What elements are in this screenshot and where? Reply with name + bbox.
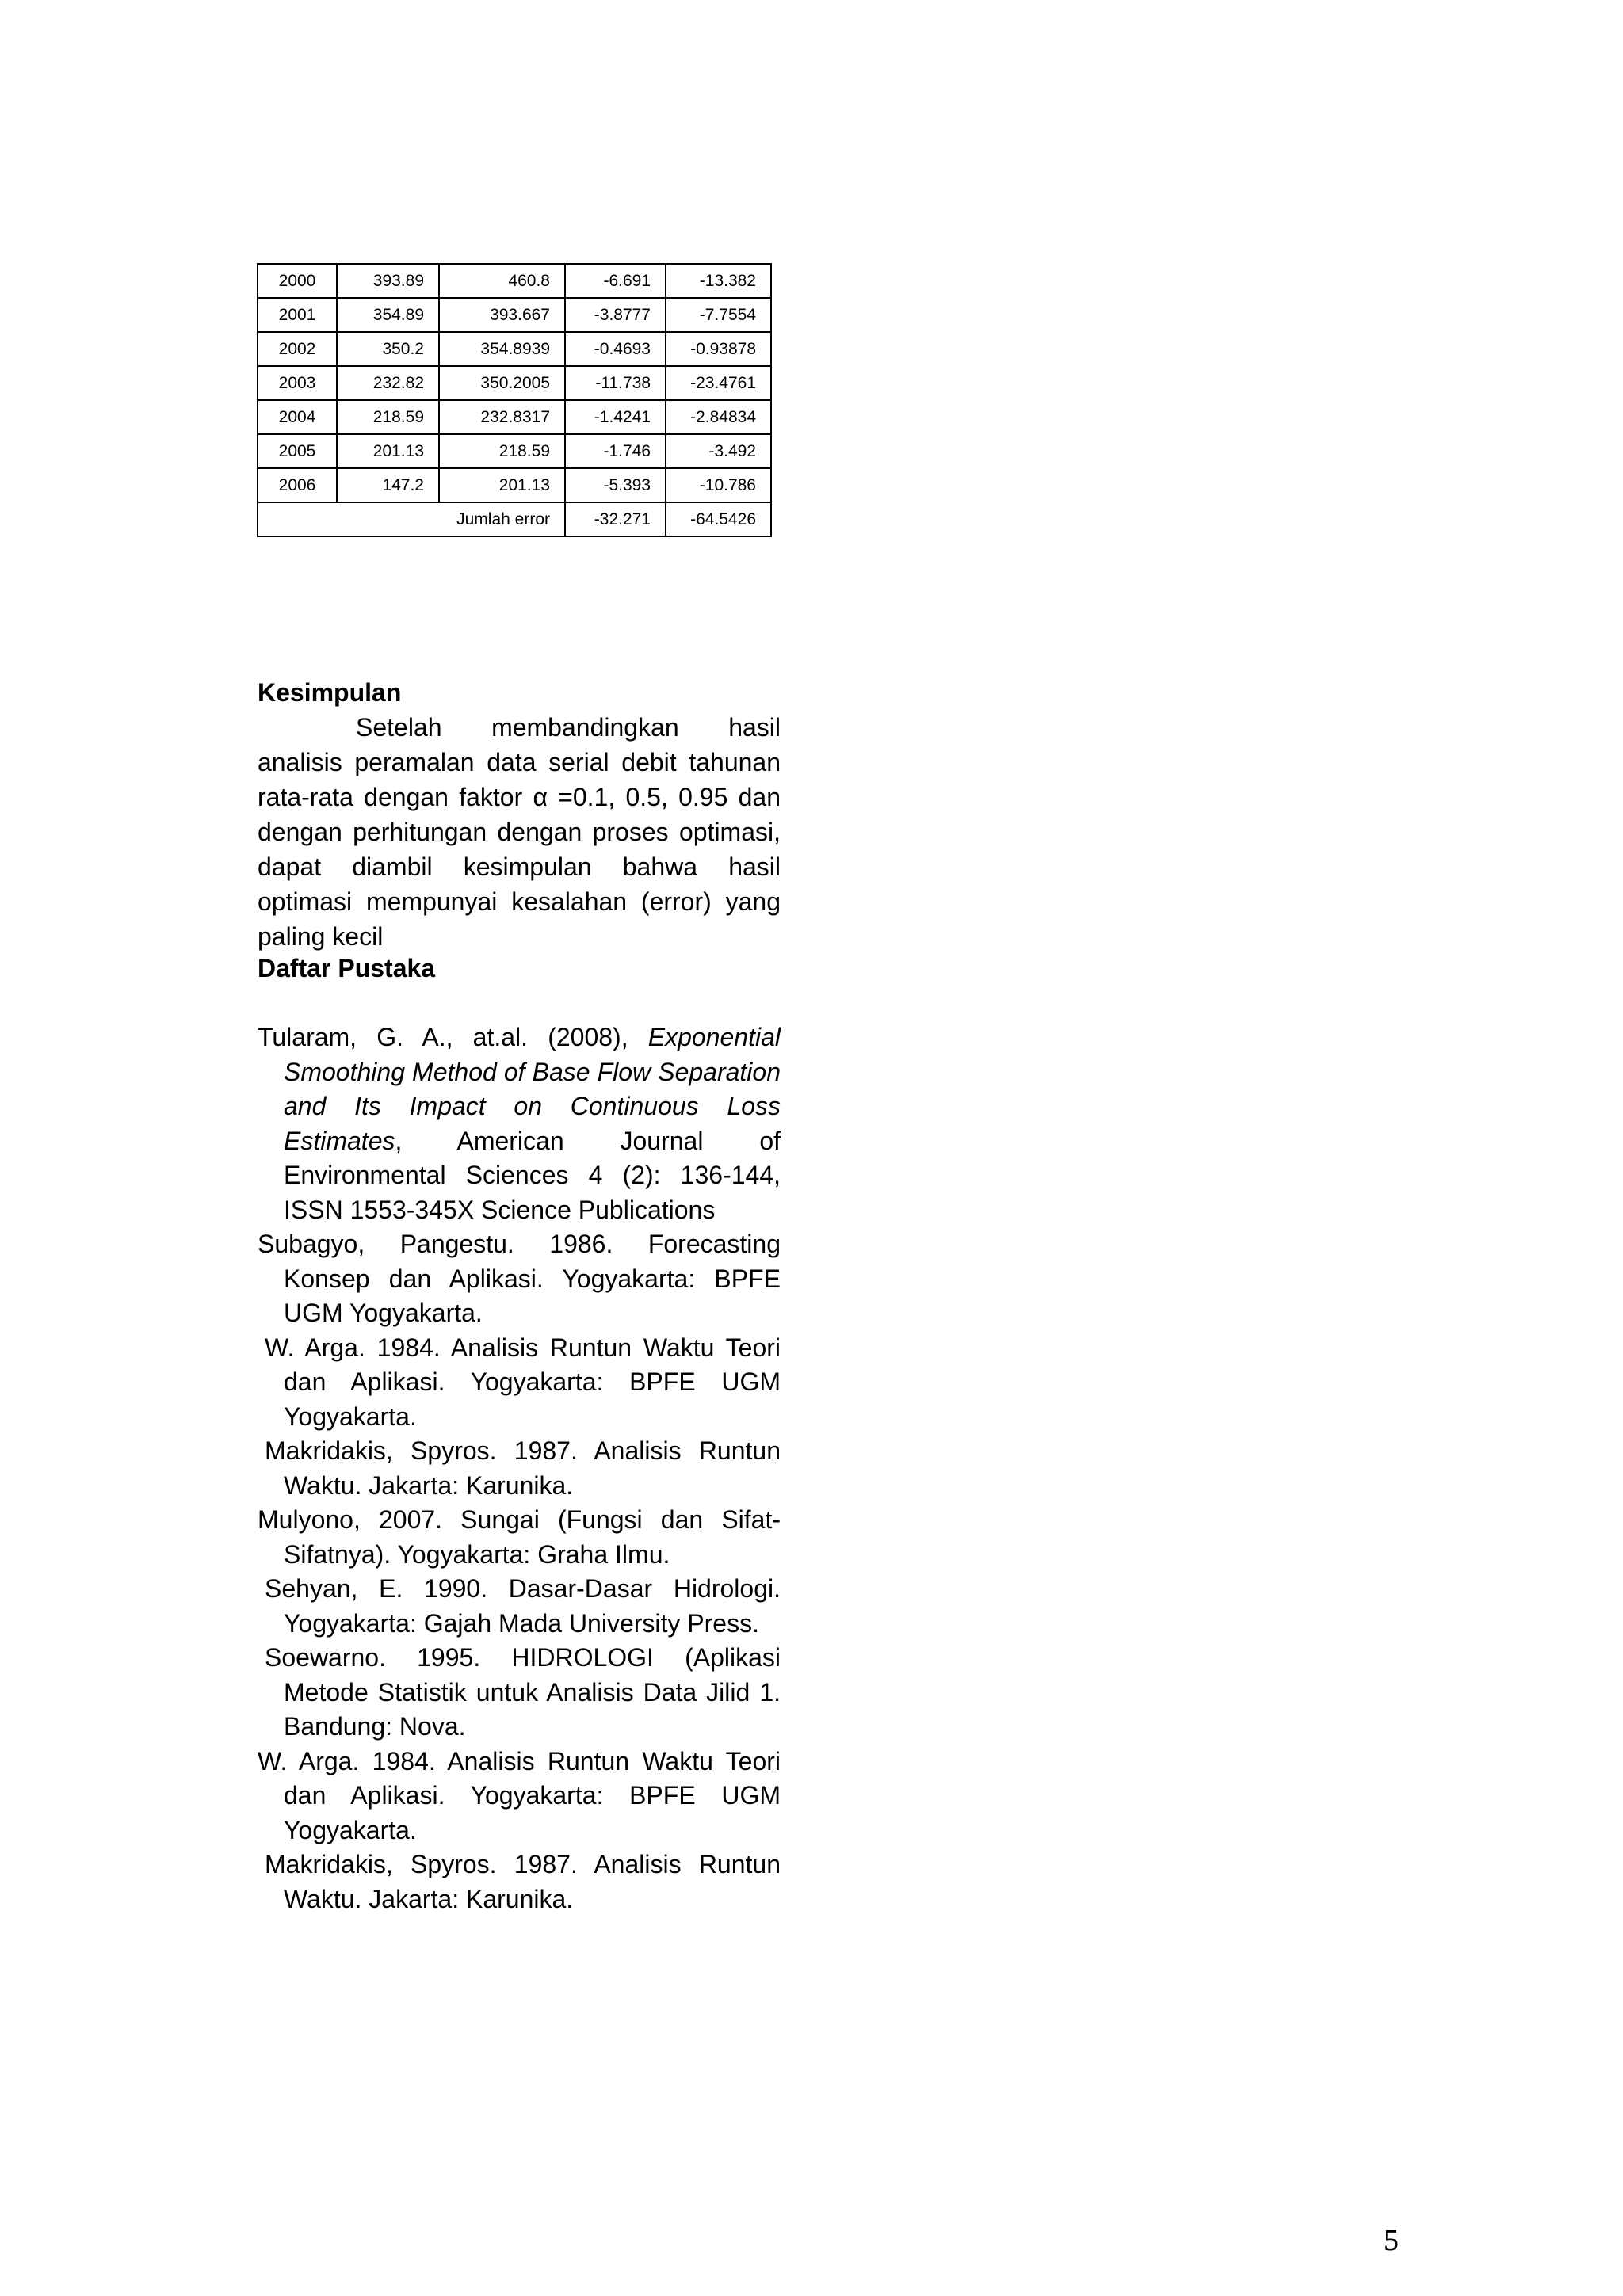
total-label: Jumlah error: [258, 502, 565, 536]
table-cell-year: 2006: [258, 468, 337, 502]
reference-item: W. Arga. 1984. Analisis Runtun Waktu Teori dan Aplikasi. Yogyakarta: BPFE UGM Yogyakarta.: [265, 1333, 781, 1431]
table-cell: 393.89: [337, 264, 439, 298]
table-cell: 354.89: [337, 298, 439, 332]
table-row: [258, 298, 771, 332]
table-cell: -6.691: [565, 264, 666, 298]
table-cell: 232.82: [337, 366, 439, 400]
table-cell: -23.4761: [666, 366, 771, 400]
reference-item: Mulyono, 2007. Sungai (Fungsi dan Sifat-Sifatnya). Yogyakarta: Graha Ilmu.: [258, 1505, 781, 1569]
table-cell: -13.382: [666, 264, 771, 298]
table-cell-year: 2005: [258, 434, 337, 468]
table-cell: 460.8: [439, 264, 565, 298]
table-row: [258, 264, 771, 298]
table-cell-year: 2003: [258, 366, 337, 400]
reference-item: Sehyan, E. 1990. Dasar-Dasar Hidrologi. Yogyakarta: Gajah Mada University Press.: [265, 1574, 781, 1638]
reference-item: Soewarno. 1995. HIDROLOGI (Aplikasi Metode Statistik untuk Analisis Data Jilid 1. Bandung: Nova.: [265, 1643, 781, 1741]
table-cell: -1.746: [565, 434, 666, 468]
table-cell: 232.8317: [439, 400, 565, 434]
table-cell-year: 2001: [258, 298, 337, 332]
table-cell: 354.8939: [439, 332, 565, 366]
table-cell: -11.738: [565, 366, 666, 400]
table-row: [258, 400, 771, 434]
table-cell: -5.393: [565, 468, 666, 502]
table-cell: -3.8777: [565, 298, 666, 332]
table-row: [258, 468, 771, 502]
reference-item: Makridakis, Spyros. 1987. Analisis Runtun Waktu. Jakarta: Karunika.: [265, 1436, 781, 1500]
table-cell: 218.59: [439, 434, 565, 468]
table-row: [258, 366, 771, 400]
table-cell: -0.4693: [565, 332, 666, 366]
table-cell: -1.4241: [565, 400, 666, 434]
table-cell: -7.7554: [666, 298, 771, 332]
table-cell: -10.786: [666, 468, 771, 502]
reference-item: W. Arga. 1984. Analisis Runtun Waktu Teori dan Aplikasi. Yogyakarta: BPFE UGM Yogyakarta.: [258, 1746, 781, 1844]
error-table: [257, 263, 772, 537]
reference-source: , American Journal of Environmental Sciences 4 (2): 136-144, ISSN 1553-345X Science Publications: [284, 1126, 781, 1224]
reference-list: [258, 1020, 781, 1917]
table-cell: 218.59: [337, 400, 439, 434]
kesimpulan-section: [258, 675, 781, 954]
table-cell: -3.492: [666, 434, 771, 468]
table-cell-year: 2002: [258, 332, 337, 366]
table-cell: -2.84834: [666, 400, 771, 434]
reference-title: Exponential Smoothing Method of Base Flow Separation and Its Impact on Continuous Loss Estimates: [284, 1023, 781, 1155]
total-col5: -64.5426: [666, 502, 771, 536]
table-row: [258, 434, 771, 468]
kesimpulan-body: Setelah membandingkan hasil analisis peramalan data serial debit tahunan rata-rata dengan faktor α =0.1, 0.5, 0.95 dan dengan perhitungan dengan proses optimasi, dapat diambil kesimpulan bahwa hasil optimasi mempunyai kesalahan (error) yang paling kecil: [258, 713, 781, 951]
table-cell: 350.2: [337, 332, 439, 366]
table-total-row: [258, 502, 771, 536]
daftar-pustaka-heading: Daftar Pustaka: [258, 954, 436, 982]
table-cell: 201.13: [337, 434, 439, 468]
table-cell: 393.667: [439, 298, 565, 332]
total-col4: -32.271: [565, 502, 666, 536]
reference-item: Subagyo, Pangestu. 1986. Forecasting Konsep dan Aplikasi. Yogyakarta: BPFE UGM Yogyakarta.: [258, 1230, 781, 1327]
table-cell: -0.93878: [666, 332, 771, 366]
table-cell-year: 2000: [258, 264, 337, 298]
daftar-pustaka-section: [258, 951, 781, 986]
table-cell-year: 2004: [258, 400, 337, 434]
table-cell: 350.2005: [439, 366, 565, 400]
kesimpulan-heading: Kesimpulan: [258, 678, 402, 707]
table-cell: 147.2: [337, 468, 439, 502]
reference-authors: Tularam, G. A., at.al. (2008),: [258, 1023, 648, 1051]
reference-item: Makridakis, Spyros. 1987. Analisis Runtun Waktu. Jakarta: Karunika.: [265, 1850, 781, 1913]
reference-item: [258, 1020, 781, 1227]
table-row: [258, 332, 771, 366]
table-cell: 201.13: [439, 468, 565, 502]
page-number: 5: [1384, 2224, 1399, 2257]
